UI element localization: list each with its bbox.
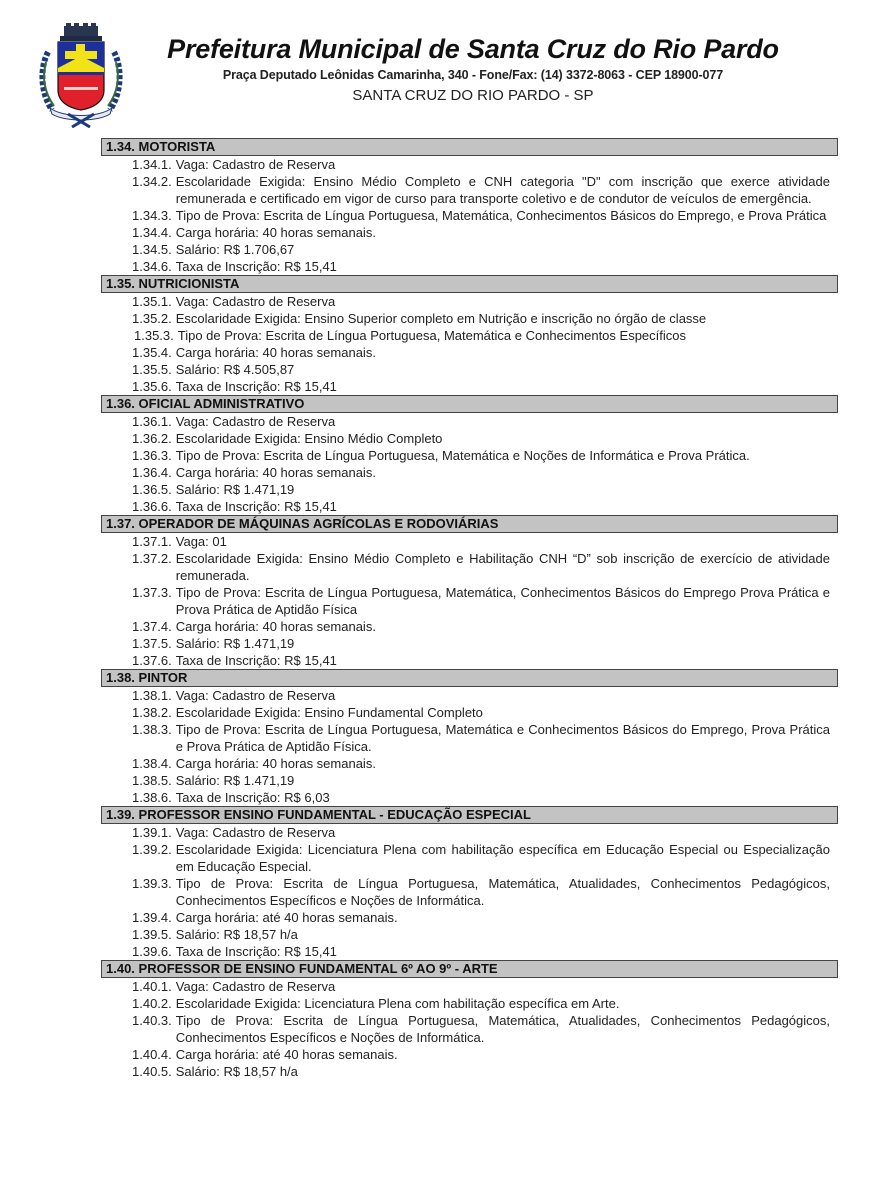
item-text: Tipo de Prova: Escrita de Língua Portuguesa, Matemática, Conhecimentos Básicos do Emprego, e Prova Prática bbox=[175, 208, 827, 223]
item-text: Escolaridade Exigida: Ensino Médio Completo e CNH categoria "D" com inscrição que exerce atividade remunerada e certificado em vigor de curso para transporte coletivo e de condutor de veículos de emergência. bbox=[175, 174, 830, 206]
item-number: 1.36.3. bbox=[132, 448, 172, 463]
list-item bbox=[132, 413, 830, 430]
list-item bbox=[132, 687, 830, 704]
list-item bbox=[132, 841, 830, 875]
item-number: 1.39.2. bbox=[132, 842, 172, 857]
item-text: Taxa de Inscrição: R$ 15,41 bbox=[175, 379, 337, 394]
section-items bbox=[101, 978, 838, 1080]
item-text: Escolaridade Exigida: Ensino Médio Completo bbox=[175, 431, 443, 446]
item-number: 1.34.2. bbox=[132, 174, 172, 189]
item-number: 1.36.2. bbox=[132, 431, 172, 446]
item-number: 1.38.2. bbox=[132, 705, 172, 720]
item-number: 1.38.3. bbox=[132, 722, 172, 737]
item-text: Vaga: Cadastro de Reserva bbox=[175, 688, 336, 703]
item-text: Carga horária: 40 horas semanais. bbox=[175, 345, 376, 360]
item-text: Carga horária: 40 horas semanais. bbox=[175, 619, 376, 634]
item-number: 1.38.6. bbox=[132, 790, 172, 805]
list-item bbox=[132, 258, 830, 275]
list-item bbox=[132, 224, 830, 241]
job-section bbox=[101, 515, 838, 669]
item-text: Tipo de Prova: Escrita de Língua Portuguesa, Matemática e Conhecimentos Específicos bbox=[177, 328, 686, 343]
item-text: Taxa de Inscrição: R$ 15,41 bbox=[175, 259, 337, 274]
list-item bbox=[132, 1012, 830, 1046]
job-section bbox=[101, 669, 838, 806]
item-text: Escolaridade Exigida: Licenciatura Plena com habilitação específica em Educação Especial ou Especialização em Educação Especial. bbox=[175, 842, 830, 874]
item-text: Salário: R$ 18,57 h/a bbox=[175, 1064, 298, 1079]
item-text: Escolaridade Exigida: Ensino Superior completo em Nutrição e inscrição no órgão de classe bbox=[175, 311, 707, 326]
list-item bbox=[132, 652, 830, 669]
item-text: Salário: R$ 1.471,19 bbox=[175, 636, 295, 651]
item-number: 1.34.3. bbox=[132, 208, 172, 223]
item-number: 1.35.5. bbox=[132, 362, 172, 377]
item-number: 1.35.6. bbox=[132, 379, 172, 394]
list-item bbox=[132, 1046, 830, 1063]
item-text: Escolaridade Exigida: Licenciatura Plena com habilitação específica em Arte. bbox=[175, 996, 620, 1011]
section-heading: 1.39. PROFESSOR ENSINO FUNDAMENTAL - EDUCAÇÃO ESPECIAL bbox=[101, 806, 838, 824]
list-item bbox=[132, 361, 830, 378]
list-item bbox=[132, 875, 830, 909]
section-items bbox=[101, 293, 838, 395]
item-text: Carga horária: 40 horas semanais. bbox=[175, 756, 376, 771]
item-number: 1.40.2. bbox=[132, 996, 172, 1011]
item-number: 1.34.4. bbox=[132, 225, 172, 240]
item-number: 1.35.2. bbox=[132, 311, 172, 326]
list-item bbox=[132, 344, 830, 361]
list-item bbox=[132, 533, 830, 550]
header-city: SANTA CRUZ DO RIO PARDO - SP bbox=[352, 87, 594, 104]
item-text: Vaga: Cadastro de Reserva bbox=[175, 157, 336, 172]
item-text: Vaga: Cadastro de Reserva bbox=[175, 294, 336, 309]
list-item bbox=[132, 926, 830, 943]
item-number: 1.40.3. bbox=[132, 1013, 172, 1028]
list-item bbox=[132, 293, 830, 310]
item-text: Salário: R$ 4.505,87 bbox=[175, 362, 295, 377]
job-section bbox=[101, 395, 838, 515]
item-text: Salário: R$ 18,57 h/a bbox=[175, 927, 298, 942]
item-number: 1.40.4. bbox=[132, 1047, 172, 1062]
item-text: Carga horária: até 40 horas semanais. bbox=[175, 1047, 398, 1062]
job-section bbox=[101, 960, 838, 1080]
list-item bbox=[132, 1063, 830, 1080]
item-number: 1.35.1. bbox=[132, 294, 172, 309]
item-text: Escolaridade Exigida: Ensino Fundamental Completo bbox=[175, 705, 483, 720]
job-listings bbox=[101, 138, 838, 1080]
item-text: Taxa de Inscrição: R$ 15,41 bbox=[175, 653, 337, 668]
item-text: Salário: R$ 1.706,67 bbox=[175, 242, 295, 257]
list-item bbox=[132, 156, 830, 173]
job-section bbox=[101, 138, 838, 275]
item-number: 1.36.5. bbox=[132, 482, 172, 497]
list-item bbox=[132, 207, 830, 224]
item-number: 1.37.2. bbox=[132, 551, 172, 566]
list-item bbox=[132, 978, 830, 995]
list-item bbox=[132, 618, 830, 635]
item-number: 1.40.1. bbox=[132, 979, 172, 994]
item-number: 1.36.6. bbox=[132, 499, 172, 514]
list-item bbox=[132, 327, 830, 344]
header-address: Praça Deputado Leônidas Camarinha, 340 - Fone/Fax: (14) 3372-8063 - CEP 18900-077 bbox=[222, 68, 724, 82]
section-heading: 1.37. OPERADOR DE MÁQUINAS AGRÍCOLAS E RODOVIÁRIAS bbox=[101, 515, 838, 533]
list-item bbox=[132, 550, 830, 584]
list-item bbox=[132, 378, 830, 395]
item-number: 1.36.4. bbox=[132, 465, 172, 480]
item-number: 1.34.1. bbox=[132, 157, 172, 172]
list-item bbox=[132, 481, 830, 498]
coat-of-arms-icon bbox=[38, 22, 124, 128]
item-text: Taxa de Inscrição: R$ 15,41 bbox=[175, 944, 337, 959]
item-number: 1.35.4. bbox=[132, 345, 172, 360]
job-section bbox=[101, 806, 838, 960]
list-item bbox=[132, 772, 830, 789]
item-text: Tipo de Prova: Escrita de Língua Portuguesa, Matemática e Noções de Informática e Prova Prática. bbox=[175, 448, 750, 463]
list-item bbox=[132, 824, 830, 841]
section-items bbox=[101, 156, 838, 275]
list-item bbox=[132, 755, 830, 772]
item-number: 1.38.5. bbox=[132, 773, 172, 788]
item-number: 1.35.3. bbox=[134, 328, 174, 343]
section-heading: 1.34. MOTORISTA bbox=[101, 138, 838, 156]
item-number: 1.37.4. bbox=[132, 619, 172, 634]
item-number: 1.37.5. bbox=[132, 636, 172, 651]
item-number: 1.37.6. bbox=[132, 653, 172, 668]
item-number: 1.39.1. bbox=[132, 825, 172, 840]
list-item bbox=[132, 498, 830, 515]
section-heading: 1.38. PINTOR bbox=[101, 669, 838, 687]
item-text: Tipo de Prova: Escrita de Língua Portuguesa, Matemática e Conhecimentos Básicos do Emprego, Prova Prática e Prova Prática de Aptidão Física. bbox=[175, 722, 830, 754]
list-item bbox=[132, 310, 830, 327]
item-text: Taxa de Inscrição: R$ 15,41 bbox=[175, 499, 337, 514]
item-text: Salário: R$ 1.471,19 bbox=[175, 482, 295, 497]
item-number: 1.34.5. bbox=[132, 242, 172, 257]
item-number: 1.37.3. bbox=[132, 585, 172, 600]
item-text: Carga horária: 40 horas semanais. bbox=[175, 225, 376, 240]
item-number: 1.39.5. bbox=[132, 927, 172, 942]
list-item bbox=[132, 430, 830, 447]
item-number: 1.34.6. bbox=[132, 259, 172, 274]
item-text: Taxa de Inscrição: R$ 6,03 bbox=[175, 790, 330, 805]
list-item bbox=[132, 943, 830, 960]
list-item bbox=[132, 584, 830, 618]
list-item bbox=[132, 995, 830, 1012]
section-items bbox=[101, 824, 838, 960]
job-section bbox=[101, 275, 838, 395]
section-heading: 1.40. PROFESSOR DE ENSINO FUNDAMENTAL 6º AO 9º - ARTE bbox=[101, 960, 838, 978]
item-number: 1.39.6. bbox=[132, 944, 172, 959]
item-number: 1.39.3. bbox=[132, 876, 172, 891]
item-number: 1.39.4. bbox=[132, 910, 172, 925]
section-heading: 1.36. OFICIAL ADMINISTRATIVO bbox=[101, 395, 838, 413]
item-text: Vaga: 01 bbox=[175, 534, 227, 549]
item-text: Vaga: Cadastro de Reserva bbox=[175, 414, 336, 429]
item-number: 1.40.5. bbox=[132, 1064, 172, 1079]
item-text: Vaga: Cadastro de Reserva bbox=[175, 825, 336, 840]
list-item bbox=[132, 704, 830, 721]
page-title: Prefeitura Municipal de Santa Cruz do Rio Pardo bbox=[167, 34, 779, 64]
item-text: Tipo de Prova: Escrita de Língua Portuguesa, Matemática, Conhecimentos Básicos do Emprego Prova Prática e Prova Prática de Aptidão Física bbox=[175, 585, 830, 617]
item-number: 1.38.4. bbox=[132, 756, 172, 771]
list-item bbox=[132, 464, 830, 481]
section-items bbox=[101, 687, 838, 806]
item-text: Carga horária: 40 horas semanais. bbox=[175, 465, 376, 480]
item-number: 1.38.1. bbox=[132, 688, 172, 703]
item-text: Vaga: Cadastro de Reserva bbox=[175, 979, 336, 994]
item-text: Carga horária: até 40 horas semanais. bbox=[175, 910, 398, 925]
list-item bbox=[132, 447, 830, 464]
section-heading: 1.35. NUTRICIONISTA bbox=[101, 275, 838, 293]
list-item bbox=[132, 173, 830, 207]
item-text: Tipo de Prova: Escrita de Língua Portuguesa, Matemática, Atualidades, Conhecimentos Pedagógicos, Conhecimentos Específicos e Noções de Informática. bbox=[175, 876, 830, 908]
list-item bbox=[132, 721, 830, 755]
list-item bbox=[132, 789, 830, 806]
list-item bbox=[132, 635, 830, 652]
list-item bbox=[132, 909, 830, 926]
item-text: Salário: R$ 1.471,19 bbox=[175, 773, 295, 788]
list-item bbox=[132, 241, 830, 258]
item-text: Escolaridade Exigida: Ensino Médio Completo e Habilitação CNH “D” sob inscrição de exercício de atividade remunerada. bbox=[175, 551, 830, 583]
item-number: 1.37.1. bbox=[132, 534, 172, 549]
section-items bbox=[101, 413, 838, 515]
section-items bbox=[101, 533, 838, 669]
item-number: 1.36.1. bbox=[132, 414, 172, 429]
item-text: Tipo de Prova: Escrita de Língua Portuguesa, Matemática, Atualidades, Conhecimentos Pedagógicos, Conhecimentos Específicos e Noções de Informática. bbox=[175, 1013, 830, 1045]
